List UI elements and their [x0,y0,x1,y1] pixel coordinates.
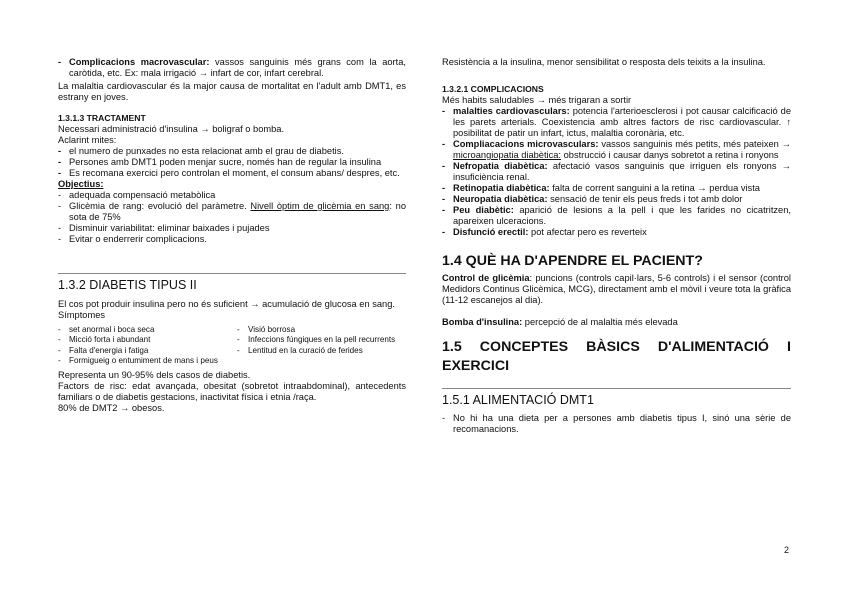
list-item: - Peu diabètic: aparició de lesions a la pell i que les farides no cicatritzen, apareixen ulceracions. [442,205,791,226]
paragraph: La malaltia cardiovascular és la major causa de mortalitat en l'adult amb DMT1, es estrany en joves. [58,81,406,102]
divider [442,388,791,389]
list-item: - Es recomana exercici pero controlan el moment, el consum abans/ despres, etc. [58,168,400,178]
list-item: - Disfunció erectil: pot afectar pero es reverteix [442,227,647,237]
divider [58,273,406,274]
paragraph: Factors de risc: edat avançada, obesitat (sobretot intraabdominal), antecedents familiars o de diabetis gestacions, inactivitat física i etnia /raça. [58,381,406,403]
list-item: - el numero de punxades no esta relacionat amb el grau de diabetis. [58,146,344,156]
list-item: - Nefropatia diabètica: afectació vasos sanguinis que irriguen els ronyons → insuficiència renal. [442,161,791,182]
simptomes-col-1 [58,325,237,366]
list-item: - Retinopatia diabètica: falta de corrent sanguini a la retina → perdua vista [442,183,760,193]
paragraph: Símptomes [58,310,106,320]
list-item: - Infeccions fúngiques en la pell recurrents [237,335,396,345]
list-item: - set anormal i boca seca [58,325,155,334]
list-item: - malalties cardiovasculars: potencia l'arterioesclerosi i pot causar calcificació de les parets arterials. Coexistencia amb altres factors de risc cardiovascular. ↑ posibilitat de patir un infart, ictus, malaltia coronària, etc. [442,106,791,138]
paragraph: Representa un 90-95% dels casos de diabetis. [58,370,251,381]
section-heading: 1.3.2.1 COMPLICACIONS [442,84,544,94]
paragraph: Resistència a la insulina, menor sensibilitat o resposta dels teixits a la insulina. [442,57,766,67]
list-item: - Evitar o enderrerir complicacions. [58,234,207,244]
list-item: - Complicacions macrovascular: vassos sanguinis més grans com la aorta, caròtida, etc. Ex: mala irrigació → infart de cor, infart cerebral. [58,57,406,78]
complicacions-list [442,106,791,238]
list-item: - Falta d'energia i fatiga [58,345,149,355]
paragraph: Aclarint mites: [58,135,117,145]
page-number: 2 [784,545,790,555]
paragraph: Bomba d'insulina: percepció de al malaltia més elevada [442,317,678,327]
section-heading: 1.3.2 DIABETIS TIPUS II [58,278,197,292]
macro-list [58,57,406,79]
paragraph: Necessari administració d'insulina → boligraf o bomba. [58,124,285,134]
list-item: - Persones amb DMT1 poden menjar sucre, només han de regular la insulina [58,157,382,167]
paragraph: Més habits saludables → més trigaran a sortir [442,95,632,105]
simptomes-col-2 [237,325,406,366]
list-item: - Glicèmia de rang: evolució del paràmetre. Nivell òptim de glicèmia en sang: no sota de 75% [58,201,406,222]
paragraph: 80% de DMT2 → obesos. [58,403,165,414]
list-item: - Disminuir variabilitat: eliminar baixades i pujades [58,223,270,233]
mites-list [58,146,406,179]
list-item: - Formigueig o entumiment de mans i peus [58,355,218,365]
list-item: - Compliacacions microvasculars: vassos sanguinis més petits, més pateixen → microangiopatia diabètica: obstrucció i causar danys sobretot a retina i ronyons [442,139,791,160]
list-item: - Visió borrosa [237,325,296,334]
section-heading: 1.4 QUÈ HA D'APENDRE EL PACIENT? [442,253,703,269]
list-item: - Lentitud en la curació de ferides [237,345,363,355]
paragraph: El cos pot produir insulina pero no és suficient → acumulació de glucosa en sang. [58,299,395,309]
list-item: - Micció forta i abundant [58,335,151,345]
section-heading: 1.5 CONCEPTES BÀSICS D'ALIMENTACIÓ I EXERCICI [442,339,791,374]
right-column [442,57,791,435]
alimentacio-list [442,413,791,435]
objectius-label: Objectius: [58,179,104,189]
simptomes-lists [58,325,406,366]
paragraph: Control de glicèmia: puncions (controls capil·lars, 5-6 controls) i el sensor (control Medidors Continus Glicèmica, MCG), directament amb el mòvil i veure tota la gràfica (11-12 escanejos al dia). [442,273,792,305]
list-item: - adequada compensació metabòlica [58,190,216,200]
section-heading: 1.3.1.3 TRACTAMENT [58,113,146,123]
section-heading: 1.5.1 ALIMENTACIÓ DMT1 [442,393,594,407]
list-item: - Neuropatia diabètica: sensació de tenir els peus freds i tot amb dolor [442,194,743,204]
list-item: - No hi ha una dieta per a persones amb diabetis tipus I, sinó una sèrie de recomanacions. [442,413,791,434]
objectius-list [58,190,406,245]
left-column [58,57,406,414]
